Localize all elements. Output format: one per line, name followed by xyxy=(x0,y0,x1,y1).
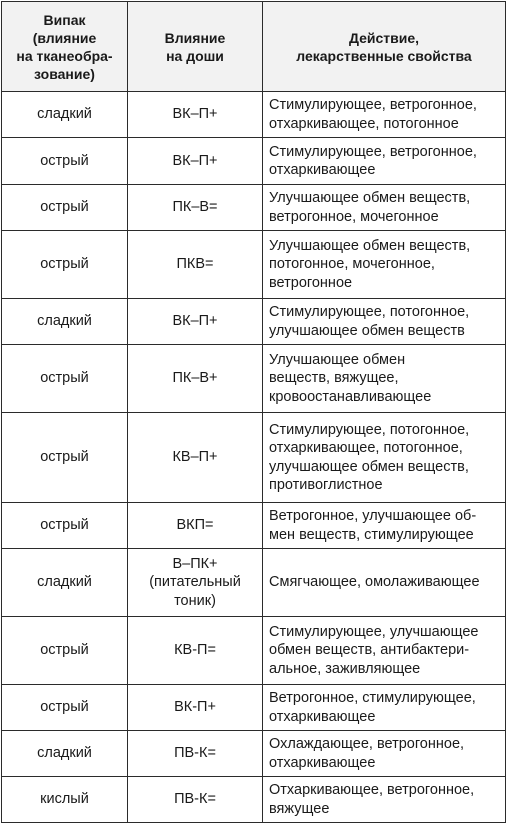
table-row xyxy=(2,345,506,413)
dosha-cell: ВК-П+ xyxy=(128,685,263,731)
vipak-cell: острый xyxy=(2,345,128,413)
table-row xyxy=(2,413,506,503)
vipak-cell: острый xyxy=(2,138,128,185)
table-row xyxy=(2,777,506,823)
table-row xyxy=(2,503,506,549)
action-cell: Ветрогонное, улучшающее об- мен веществ, стимулирующее xyxy=(263,503,506,549)
vipak-cell: острый xyxy=(2,413,128,503)
table-row xyxy=(2,685,506,731)
vipak-cell: кислый xyxy=(2,777,128,823)
action-cell: Стимулирующее, ветрогонное, отхаркивающее, потогонное xyxy=(263,92,506,138)
action-cell: Стимулирующее, потогонное, отхаркивающее, потогонное, улучшающее обмен веществ, противоглистное xyxy=(263,413,506,503)
table-row xyxy=(2,549,506,617)
vipak-cell: острый xyxy=(2,503,128,549)
vipak-cell: острый xyxy=(2,685,128,731)
herbs-table xyxy=(1,1,506,823)
dosha-cell: ПВ-К= xyxy=(128,777,263,823)
vipak-cell: острый xyxy=(2,185,128,231)
action-cell: Стимулирующее, потогонное, улучшающее обмен веществ xyxy=(263,299,506,345)
vipak-cell: сладкий xyxy=(2,92,128,138)
table-row xyxy=(2,617,506,685)
header-vipak: Випак (влияние на тканеобра- зование) xyxy=(2,2,128,92)
header-row xyxy=(2,2,506,92)
table-row xyxy=(2,299,506,345)
dosha-cell: КВ–П+ xyxy=(128,413,263,503)
action-cell: Охлаждающее, ветрогонное, отхаркивающее xyxy=(263,731,506,777)
dosha-cell: ВК–П+ xyxy=(128,299,263,345)
header-action: Действие, лекарственные свойства xyxy=(263,2,506,92)
action-cell: Стимулирующее, ветрогонное, отхаркивающее xyxy=(263,138,506,185)
dosha-cell: ПВ-К= xyxy=(128,731,263,777)
vipak-cell: сладкий xyxy=(2,731,128,777)
table-row xyxy=(2,92,506,138)
action-cell: Смягчающее, омолаживающее xyxy=(263,549,506,617)
action-cell: Отхаркивающее, ветрогонное, вяжущее xyxy=(263,777,506,823)
vipak-cell: острый xyxy=(2,231,128,299)
action-cell: Ветрогонное, стимулирующее, отхаркивающее xyxy=(263,685,506,731)
dosha-cell: ПК–В= xyxy=(128,185,263,231)
table-row xyxy=(2,138,506,185)
action-cell: Улучшающее обмен веществ, вяжущее, кровоостанавливающее xyxy=(263,345,506,413)
dosha-cell: ВК–П+ xyxy=(128,138,263,185)
vipak-cell: сладкий xyxy=(2,549,128,617)
dosha-cell: ПК–В+ xyxy=(128,345,263,413)
table-row xyxy=(2,185,506,231)
dosha-cell: ПКВ= xyxy=(128,231,263,299)
table-row xyxy=(2,231,506,299)
vipak-cell: острый xyxy=(2,617,128,685)
dosha-cell: В–ПК+ (питательный тоник) xyxy=(128,549,263,617)
action-cell: Улучшающее обмен веществ, ветрогонное, мочегонное xyxy=(263,185,506,231)
header-dosha: Влияние на доши xyxy=(128,2,263,92)
table-row xyxy=(2,731,506,777)
dosha-cell: ВК–П+ xyxy=(128,92,263,138)
action-cell: Улучшающее обмен веществ, потогонное, мочегонное, ветрогонное xyxy=(263,231,506,299)
vipak-cell: сладкий xyxy=(2,299,128,345)
dosha-cell: КВ-П= xyxy=(128,617,263,685)
dosha-cell: ВКП= xyxy=(128,503,263,549)
action-cell: Стимулирующее, улучшающее обмен веществ, антибактери- альное, заживляющее xyxy=(263,617,506,685)
